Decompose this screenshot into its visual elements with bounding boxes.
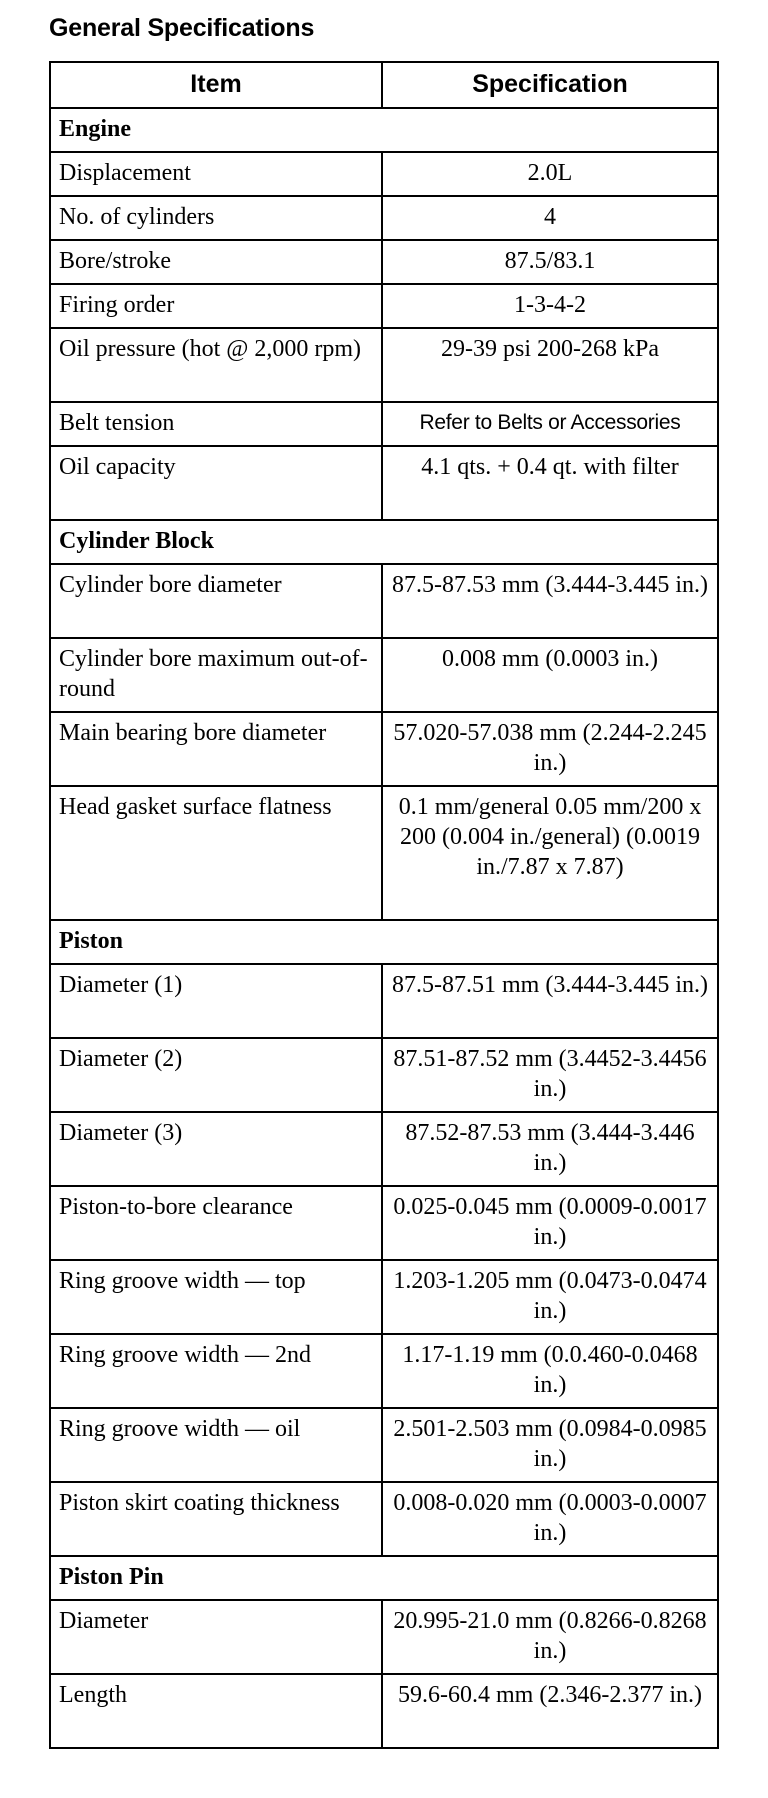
item-cell: Ring groove width — top: [50, 1260, 382, 1334]
spec-cell: 20.995-21.0 mm (0.8266-0.8268 in.): [382, 1600, 718, 1674]
table-row: [50, 240, 718, 284]
table-row: [50, 786, 718, 920]
item-cell: Ring groove width — 2nd: [50, 1334, 382, 1408]
spec-cell: 1.17-1.19 mm (0.0.460-0.0468 in.): [382, 1334, 718, 1408]
spec-cell: Refer to Belts or Accessories: [382, 402, 718, 446]
spec-cell: 87.5-87.51 mm (3.444-3.445 in.): [382, 964, 718, 1038]
table-row: [50, 402, 718, 446]
column-header-item: Item: [50, 62, 382, 108]
item-cell: Diameter (1): [50, 964, 382, 1038]
table-row: [50, 638, 718, 712]
table-row: [50, 196, 718, 240]
item-cell: Cylinder bore maximum out-of-round: [50, 638, 382, 712]
item-cell: Cylinder bore diameter: [50, 564, 382, 638]
table-row: [50, 1482, 718, 1556]
table-row: [50, 328, 718, 402]
item-cell: Belt tension: [50, 402, 382, 446]
table-row: [50, 712, 718, 786]
section-row-piston-pin: [50, 1556, 718, 1600]
table-row: [50, 1408, 718, 1482]
column-header-specification: Specification: [382, 62, 718, 108]
section-row-cylinder-block: [50, 520, 718, 564]
section-title: Piston Pin: [50, 1556, 718, 1600]
item-cell: Diameter (2): [50, 1038, 382, 1112]
spec-cell: 0.008-0.020 mm (0.0003-0.0007 in.): [382, 1482, 718, 1556]
item-cell: Diameter (3): [50, 1112, 382, 1186]
spec-cell: 4.1 qts. + 0.4 qt. with filter: [382, 446, 718, 520]
spec-cell: 0.008 mm (0.0003 in.): [382, 638, 718, 712]
table-row: [50, 1334, 718, 1408]
table-row: [50, 1600, 718, 1674]
table-row: [50, 964, 718, 1038]
section-title: Engine: [50, 108, 718, 152]
spec-cell: 0.1 mm/general 0.05 mm/200 x 200 (0.004 in./general) (0.0019 in./7.87 x 7.87): [382, 786, 718, 920]
spec-cell: 87.5-87.53 mm (3.444-3.445 in.): [382, 564, 718, 638]
spec-cell: 0.025-0.045 mm (0.0009-0.0017 in.): [382, 1186, 718, 1260]
spec-cell: 87.52-87.53 mm (3.444-3.446 in.): [382, 1112, 718, 1186]
page-title: General Specifications: [49, 14, 315, 42]
table-row: [50, 564, 718, 638]
item-cell: Oil pressure (hot @ 2,000 rpm): [50, 328, 382, 402]
table-row: [50, 446, 718, 520]
item-cell: Head gasket surface flatness: [50, 786, 382, 920]
item-cell: Piston skirt coating thickness: [50, 1482, 382, 1556]
table-row: [50, 1260, 718, 1334]
spec-cell: 2.501-2.503 mm (0.0984-0.0985 in.): [382, 1408, 718, 1482]
table-row: [50, 1674, 718, 1748]
table-row: [50, 284, 718, 328]
table-row: [50, 152, 718, 196]
specifications-table: [49, 61, 719, 1749]
spec-cell: 1.203-1.205 mm (0.0473-0.0474 in.): [382, 1260, 718, 1334]
section-row-engine: [50, 108, 718, 152]
table-header-row: [50, 62, 718, 108]
spec-cell: 57.020-57.038 mm (2.244-2.245 in.): [382, 712, 718, 786]
spec-cell: 1-3-4-2: [382, 284, 718, 328]
spec-cell: 87.5/83.1: [382, 240, 718, 284]
section-row-piston: [50, 920, 718, 964]
item-cell: Displacement: [50, 152, 382, 196]
item-cell: Ring groove width — oil: [50, 1408, 382, 1482]
spec-cell: 87.51-87.52 mm (3.4452-3.4456 in.): [382, 1038, 718, 1112]
spec-cell: 59.6-60.4 mm (2.346-2.377 in.): [382, 1674, 718, 1748]
section-title: Cylinder Block: [50, 520, 718, 564]
item-cell: Piston-to-bore clearance: [50, 1186, 382, 1260]
item-cell: Diameter: [50, 1600, 382, 1674]
item-cell: Main bearing bore diameter: [50, 712, 382, 786]
table-row: [50, 1038, 718, 1112]
table-row: [50, 1112, 718, 1186]
item-cell: Oil capacity: [50, 446, 382, 520]
spec-cell: 2.0L: [382, 152, 718, 196]
item-cell: Length: [50, 1674, 382, 1748]
item-cell: Bore/stroke: [50, 240, 382, 284]
item-cell: Firing order: [50, 284, 382, 328]
section-title: Piston: [50, 920, 718, 964]
table-row: [50, 1186, 718, 1260]
item-cell: No. of cylinders: [50, 196, 382, 240]
spec-cell: 29-39 psi 200-268 kPa: [382, 328, 718, 402]
spec-cell: 4: [382, 196, 718, 240]
